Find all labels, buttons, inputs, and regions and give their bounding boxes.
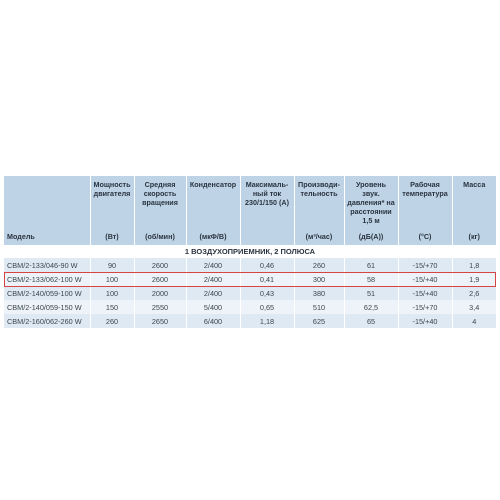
cell-speed: 2650 (134, 314, 186, 328)
section-title: 1 ВОЗДУХОПРИЕМНИК, 2 ПОЛЮСА (4, 245, 496, 258)
cell-temperature: -15/+70 (398, 258, 452, 272)
cell-temperature: -15/+40 (398, 314, 452, 328)
table-row (4, 286, 496, 300)
unit-capacity: (м³/час) (294, 227, 344, 245)
cell-capacity: 510 (294, 300, 344, 314)
cell-sound-level: 65 (344, 314, 398, 328)
cell-speed: 2000 (134, 286, 186, 300)
cell-mass: 1,8 (452, 258, 496, 272)
cell-sound-level: 62,5 (344, 300, 398, 314)
cell-capacity: 260 (294, 258, 344, 272)
cell-max-current: 1,18 (240, 314, 294, 328)
unit-max-current (240, 227, 294, 245)
unit-power: (Вт) (90, 227, 134, 245)
cell-mass: 2,6 (452, 286, 496, 300)
cell-mass: 3,4 (452, 300, 496, 314)
cell-capacity: 300 (294, 272, 344, 286)
table-row (4, 314, 496, 328)
unit-sound-level: (дБ(А)) (344, 227, 398, 245)
unit-mass: (кг) (452, 227, 496, 245)
cell-sound-level: 61 (344, 258, 398, 272)
cell-sound-level: 58 (344, 272, 398, 286)
header-speed: Средняя скорость вращения (134, 176, 186, 227)
cell-model: CBM/2-133/046-90 W (4, 258, 90, 272)
cell-model: CBM/2-133/062-100 W (4, 272, 90, 286)
unit-model: Модель (4, 227, 90, 245)
cell-mass: 4 (452, 314, 496, 328)
unit-speed: (об/мин) (134, 227, 186, 245)
cell-temperature: -15/+70 (398, 300, 452, 314)
header-power: Мощность двигателя (90, 176, 134, 227)
unit-temperature: (°C) (398, 227, 452, 245)
cell-speed: 2600 (134, 272, 186, 286)
header-capacitor: Конденсатор (186, 176, 240, 227)
cell-max-current: 0,41 (240, 272, 294, 286)
cell-capacitor: 6/400 (186, 314, 240, 328)
table-row (4, 300, 496, 314)
cell-power: 90 (90, 258, 134, 272)
cell-capacity: 380 (294, 286, 344, 300)
cell-capacitor: 2/400 (186, 286, 240, 300)
header-row (4, 176, 496, 227)
cell-power: 150 (90, 300, 134, 314)
header-sound-level: Уровень звук. давления* на расстоянии 1,5 м (344, 176, 398, 227)
cell-power: 100 (90, 286, 134, 300)
cell-capacitor: 2/400 (186, 272, 240, 286)
cell-speed: 2600 (134, 258, 186, 272)
header-mass: Масса (452, 176, 496, 227)
cell-power: 100 (90, 272, 134, 286)
cell-max-current: 0,65 (240, 300, 294, 314)
cell-temperature: -15/+40 (398, 286, 452, 300)
cell-max-current: 0,43 (240, 286, 294, 300)
section-row (4, 245, 496, 258)
cell-max-current: 0,46 (240, 258, 294, 272)
header-max-current: Максималь-ный ток 230/1/150 (А) (240, 176, 294, 227)
units-row (4, 227, 496, 245)
cell-model: CBM/2-140/059-100 W (4, 286, 90, 300)
specs-table (4, 176, 496, 328)
cell-model: CBM/2-160/062-260 W (4, 314, 90, 328)
cell-speed: 2550 (134, 300, 186, 314)
specs-table-wrapper (4, 176, 496, 328)
cell-capacitor: 2/400 (186, 258, 240, 272)
cell-model: CBM/2-140/059-150 W (4, 300, 90, 314)
cell-capacity: 625 (294, 314, 344, 328)
cell-sound-level: 51 (344, 286, 398, 300)
cell-power: 260 (90, 314, 134, 328)
header-model (4, 176, 90, 227)
cell-temperature: -15/+40 (398, 272, 452, 286)
cell-mass: 1,9 (452, 272, 496, 286)
header-capacity: Производи-тельность (294, 176, 344, 227)
table-row-highlighted (4, 272, 496, 286)
unit-capacitor: (мкФ/В) (186, 227, 240, 245)
table-row (4, 258, 496, 272)
header-temperature: Рабочая температура (398, 176, 452, 227)
cell-capacitor: 5/400 (186, 300, 240, 314)
